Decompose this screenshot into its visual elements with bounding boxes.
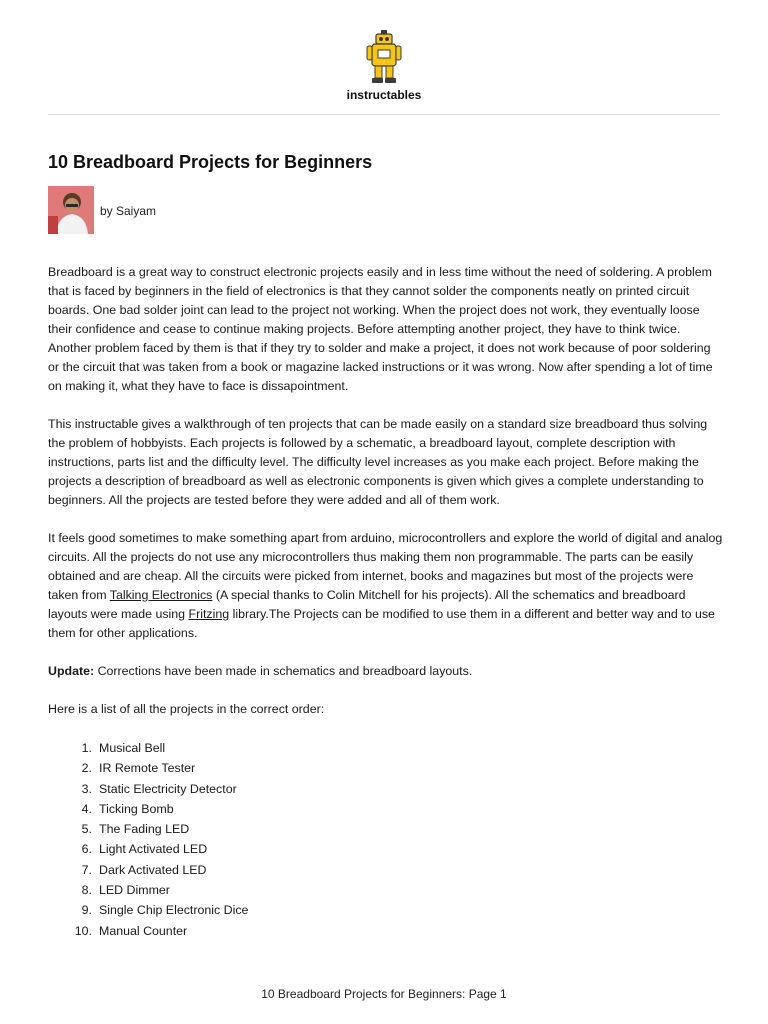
update-paragraph	[48, 662, 724, 681]
talking-electronics-link[interactable]: Talking Electronics	[109, 588, 213, 602]
list-item-number: 7.	[81, 862, 92, 877]
list-item	[48, 921, 724, 941]
page-footer: 10 Breadboard Projects for Beginners: Page 1	[261, 987, 507, 1001]
sources-paragraph	[48, 529, 724, 643]
author-photo-icon	[48, 186, 94, 234]
walkthrough-paragraph: This instructable gives a walkthrough of ten projects that can be made easily on a standard size breadboard thus solving the problem of hobbyists. Each projects is followed by a schematic, a breadboard layout, complete description with instructions, parts list and the difficulty level. The difficulty level increases as you make each project. Before making the projects a description of breadboard as well as electronic components is given which gives a complete understanding to beginners. All the projects are tested before they were added and all of them work.	[48, 417, 708, 507]
brand-name[interactable]: instructables	[346, 88, 422, 102]
list-item	[48, 839, 724, 859]
list-item-label: Single Chip Electronic Dice	[99, 903, 249, 918]
list-intro: Here is a list of all the projects in the correct order:	[48, 702, 325, 716]
list-item	[48, 880, 724, 900]
list-item	[48, 819, 724, 839]
list-item-label: Static Electricity Detector	[99, 781, 237, 796]
list-item-number: 4.	[81, 801, 92, 816]
project-list	[48, 738, 724, 941]
author-avatar[interactable]	[48, 186, 94, 234]
list-item-number: 3.	[81, 781, 92, 796]
list-item	[48, 738, 724, 758]
list-item-number: 5.	[81, 822, 92, 837]
fritzing-link[interactable]: Fritzing	[188, 607, 230, 621]
list-item	[48, 860, 724, 880]
site-header	[0, 28, 768, 102]
list-item-label: IR Remote Tester	[99, 761, 196, 776]
list-item-label: Ticking Bomb	[99, 801, 174, 816]
instructables-robot-logo[interactable]	[364, 28, 404, 86]
list-item-label: Manual Counter	[99, 923, 188, 938]
list-item-label: LED Dimmer	[99, 883, 170, 898]
article-body	[48, 263, 724, 941]
list-item	[48, 900, 724, 920]
list-item-number: 1.	[81, 741, 92, 755]
list-item-label: Light Activated LED	[99, 842, 208, 857]
list-item-number: 10.	[74, 923, 92, 938]
list-item-label: Dark Activated LED	[99, 862, 207, 877]
author-byline[interactable]: by Saiyam	[100, 204, 157, 218]
list-item-label: Musical Bell	[99, 741, 166, 755]
list-item-number: 2.	[81, 761, 92, 776]
list-item	[48, 799, 724, 819]
list-item	[48, 758, 724, 778]
list-item-number: 6.	[81, 842, 92, 857]
update-text: Corrections have been made in schematics and breadboard layouts.	[94, 664, 473, 678]
list-item	[48, 779, 724, 799]
page-title: 10 Breadboard Projects for Beginners	[48, 152, 373, 172]
sources-text-3: library.The Projects can be modified to use them in a different and better way and to use them for other applications.	[48, 607, 715, 640]
list-item-label: The Fading LED	[99, 822, 190, 837]
list-item-number: 8.	[81, 883, 92, 898]
sources-text-2: (A special thanks to Colin Mitchell for his projects). All the schematics and breadboard layouts were made using	[48, 588, 686, 621]
header-divider	[48, 114, 720, 115]
update-label: Update:	[48, 664, 95, 678]
intro-paragraph: Breadboard is a great way to construct electronic projects easily and in less time without the need of soldering. A problem that is faced by beginners in the field of electronics is that they cannot solder the components neatly on printed circuit boards. One bad solder joint can lead to the project not working. When the project does not work, they eventually loose their confidence and cease to continue making projects. Before attempting another project, they have to think twice. Another problem faced by them is that if they try to solder and make a project, it does not work because of poor soldering or the circuit that was taken from a book or magazine lacked instructions or it was wrong. Now after spending a lot of time on making it, what they have to face is dissapointment.	[48, 265, 713, 393]
list-item-number: 9.	[81, 903, 92, 918]
sources-text-1: It feels good sometimes to make something apart from arduino, microcontrollers and explore the world of digital and analog circuits. All the projects do not use any microcontrollers thus making them non programmable. The parts can be easily obtained and are cheap. All the circuits were picked from internet, books and magazines but most of the projects were taken from	[48, 531, 723, 602]
